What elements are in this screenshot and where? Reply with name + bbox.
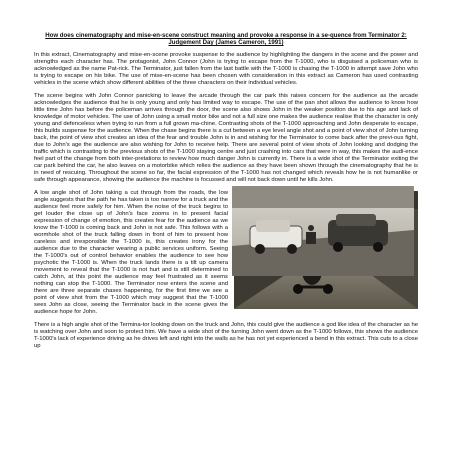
document-title: How does cinematography and mise-en-scene construct meaning and provoke a response in a se-quence from Terminator 2: Judgement Day (James Cameron, 1991) bbox=[45, 32, 407, 47]
paragraph-high-angle: There is a high angle shot of the Termina-tor looking down on the truck and John, this could give the audience a god like idea of the character as he is watching over John and soon to protect him. We have a wide shot of the turning John went down as the T-1000 follows, this shows the audience T-1000's lack of experience driving as he drives left and right into the walls as he has not yet experienced a bend in this extract. This cuts to a close up bbox=[34, 322, 419, 350]
paragraph-scene-begins-text: The scene begins with John Connor panicking to leave the arcade through the car park this raises concern for the audience as the arcade acknowledges the audience that he is only young and only has limited way to escape. The use of the pan shot allows the audience to know how little time John has before the policeman arrives through the door, the scene also shows John in the weaker position due to his age and lack of knowledge of motor vehicles. The use of John using a small motor bike and not a full size one makes the audience realise that the character is only young and defenceless when trying to run from a full grown ma-chine. Contrasting shots of the T-1000 approaching and John desperate to escape, this builds suspense for the audience. When the chase begins there is a cut between a eye level angle shot and a point of view shot of John turning back, the point of view shot creates an idea of the fear and trouble John is in and wishing for the Terminator to come back after the previ-ous fight, due to John's age the audience are also wishing for John to receive help. There are several point of view shots of John looking and dodging the traffic which is contrasting to the previous shots of the T-1000 staying centre and just crashing into cars that were in way, this makes the audi-ence feel part of the change from both inter-pretations to review how much danger John is currently in. There is a wide shot of the Terminator exiting the car park behind the car, he also leaves on a motorbike which relies the audience as they have been shown through the cinematography that he is in need of rescuing. Throughout the scene so far, the facial expression of the T-1000 has not changed which reveals how he is not humanlike or safe through appearance, showing the audience the machine is focussed and will not back down until he kills John. bbox=[34, 93, 418, 184]
still-image-car-park-chase bbox=[232, 186, 414, 276]
paragraph-scene-begins bbox=[34, 93, 418, 184]
still-image-car-park-chase-graphic bbox=[232, 186, 414, 276]
paragraph-intro: In this extract, Cinematography and mise-en-scene provoke suspense to the audience by highlighting the dangers in the scene and the power and strengths each character has. The protagonist, John Connor (John is trying to escape from the T-1000, who is disguised a policeman who is acknowledged as the name Pat-rick. The Terminator, just fallen from the last battle with the T-1000 is chasing the T-1000 in attempt save John who is trying to escape on his bike. The use of mise-en-scene has been chosen with consideration in this extract as Cameron has used contrasting vehicles in the scene which show different abilities of the three characters on their individual vehicles. bbox=[34, 52, 418, 87]
paragraph-low-angle: A low angle shot of John taking a cut through from the roads, the low angle suggests that the path he has taken is too narrow for a truck and the audience feel more safely for him. When the noise of the truck begins to get louder the close up of John's face zooms in to present facial expression of change of emotion, this creates fear for the audience as we know the T-1000 is coming back and John is not safe. This follows with a wormhole shot of the truck falling down in front of him to present how careless and irresponsible the T-1000 is, this creates irony for the audience due to the character wearing a public services uniform. Seeing the T-1000's out of control behavior enables the audience to see how psychotic the T-1000 is. When the truck lands there is a tilt up camera movement to reveal that the T-1000 is not hurt and is still determined to catch John, at this point the audience may feel frustrated as it seems nothing can stop the T-1000. The Terminator now enters the scene and there are three separate chases happening, for the first time we see a point of view shot from the T-1000 which may suggest that the T-1000 sees John as close, seeing the Terminator back in the scene gives the audience hope for John. bbox=[34, 190, 228, 316]
